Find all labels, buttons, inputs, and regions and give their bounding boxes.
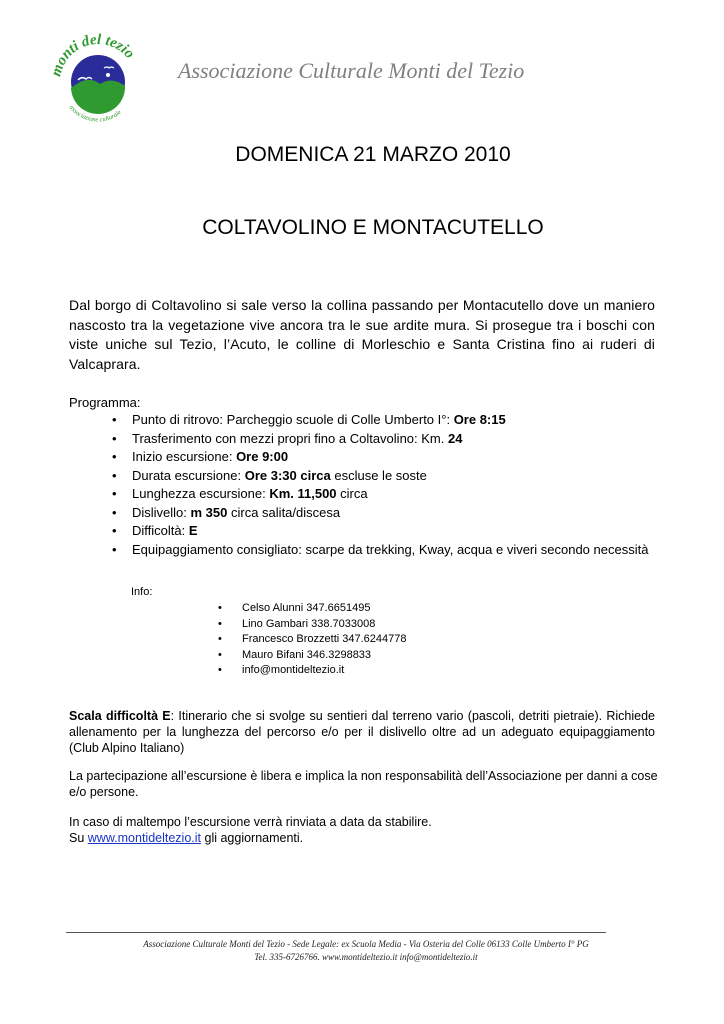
association-logo (48, 30, 148, 130)
footer (66, 938, 666, 964)
list-item: • Inizio escursione: Ore 9:00 (112, 448, 672, 467)
bullet-icon: • (112, 541, 117, 557)
list-item: • Equipaggiamento consigliato: scarpe da trekking, Kway, acqua e viveri secondo necessità (112, 541, 672, 560)
bullet-icon: • (218, 633, 222, 645)
contact-item: • Francesco Brozzetti 347.6244778 (218, 632, 407, 648)
bullet-icon: • (218, 602, 222, 614)
event-title: COLTAVOLINO E MONTACUTELLO (202, 216, 544, 239)
list-item: • Punto di ritrovo: Parcheggio scuole di Colle Umberto I°: Ore 8:15 (112, 411, 672, 430)
event-date: DOMENICA 21 MARZO 2010 (235, 143, 511, 166)
intro-paragraph: Dal borgo di Coltavolino si sale verso la collina passando per Montacutello dove un maniero nascosto tra la vegetazione vive ancora tra le sue ardite mura. Si prosegue tra i boschi con viste uniche sul Tezio, l’Acuto, le colline di Morleschio e Santa Cristina fino ai ruderi di Valcaprara. (69, 297, 655, 372)
list-item: • Lunghezza escursione: Km. 11,500 circa (112, 485, 672, 504)
list-item: • Dislivello: m 350 circa salita/discesa (112, 504, 672, 523)
difficulty-scale-label: Scala difficoltà E (69, 709, 171, 723)
bullet-icon: • (218, 664, 222, 676)
contact-item-email: • info@montideltezio.it (218, 663, 407, 679)
difficulty-scale-paragraph: Scala difficoltà E: Itinerario che si svolge su sentieri dal terreno vario (pascoli, detriti pietraie). Richiede allenamento per la lunghezza del percorso e/o per il dislivello oltre ad un adeguato equipaggiamento (Club Alpino Italiano) (69, 709, 656, 755)
bullet-icon: • (218, 648, 222, 661)
footer-address: Associazione Culturale Monti del Tezio - Sede Legale: ex Scuola Media - Via Osteria del Colle 06133 Colle Umberto I° PG (143, 939, 589, 949)
list-item: • Trasferimento con mezzi propri fino a Coltavolino: Km. 24 (112, 430, 672, 449)
website-link[interactable]: www.montideltezio.it (87, 831, 202, 845)
logo-subtitle: associazione culturale (67, 104, 123, 124)
bullet-icon: • (112, 449, 117, 464)
bullet-icon: • (112, 486, 117, 501)
logo-hill-icon (71, 80, 125, 114)
contact-item: • Mauro Bifani 346.3298833 (218, 648, 407, 664)
list-item: • Difficoltà: E (112, 522, 672, 541)
info-label: Info: (131, 586, 153, 598)
bullet-icon: • (112, 430, 117, 446)
organization-name: Associazione Culturale Monti del Tezio (178, 58, 525, 83)
footer-divider (66, 932, 606, 933)
bullet-icon: • (112, 504, 117, 520)
list-item: • Durata escursione: Ore 3:30 circa escluse le soste (112, 467, 672, 486)
programma-list (112, 411, 672, 559)
participation-paragraph: La partecipazione all’escursione è libera e implica la non responsabilità dell’Associazione per danni a cose e/o persone. (69, 769, 658, 799)
bullet-icon: • (112, 523, 117, 538)
contact-item: • Lino Gambari 338.7033008 (218, 617, 407, 633)
contact-item: • Celso Alunni 347.6651495 (218, 601, 407, 617)
info-contact-list (218, 601, 407, 679)
logo-sun-icon (106, 73, 110, 77)
bullet-icon: • (218, 617, 222, 630)
logo-title: monti del tezio (48, 31, 138, 79)
programma-label: Programma: (69, 395, 141, 410)
bullet-icon: • (112, 467, 117, 483)
bad-weather-paragraph: In caso di maltempo l’escursione verrà rinviata a data da stabilire. Su www.montideltezio.it gli aggiornamenti. (69, 815, 432, 845)
footer-contacts: Tel. 335-6726766. www.montideltezio.it info@montideltezio.it (254, 952, 478, 962)
bullet-icon: • (112, 412, 117, 427)
